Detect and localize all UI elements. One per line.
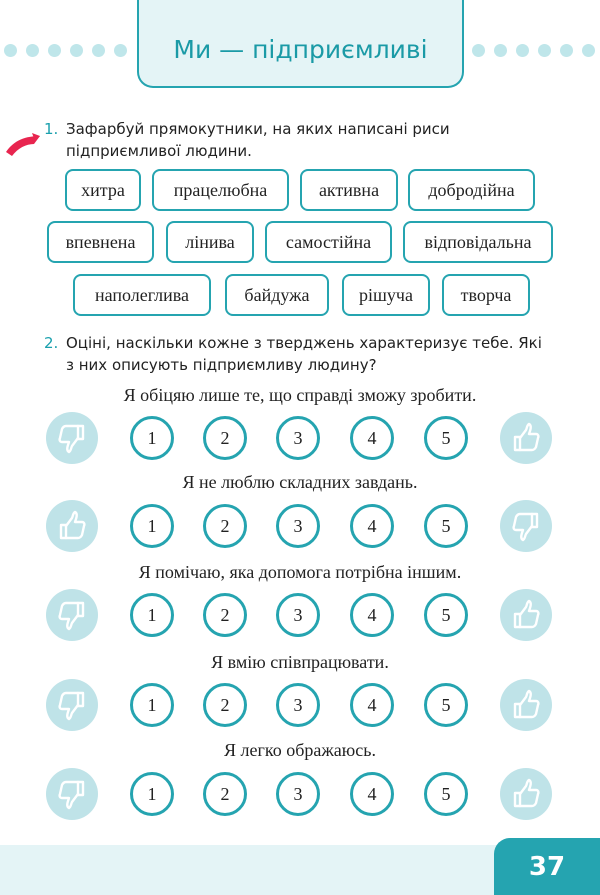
decorative-dots-left (4, 44, 127, 58)
thumbs-up-icon[interactable] (46, 500, 98, 552)
task-1 (44, 118, 450, 162)
rating-circle-2[interactable]: 2 (203, 593, 247, 637)
thumbs-down-icon[interactable] (500, 500, 552, 552)
task-2-text-line2: з них описують підприємливу людину? (66, 356, 377, 374)
trait-chip[interactable]: наполеглива (73, 274, 211, 316)
rating-circle-3[interactable]: 3 (276, 416, 320, 460)
task-1-text-line1: Зафарбуй прямокутники, на яких написані риси (66, 120, 450, 138)
trait-chip[interactable]: відповідальна (403, 221, 553, 263)
trait-chip[interactable]: рішуча (342, 274, 430, 316)
rating-circle-2[interactable]: 2 (203, 504, 247, 548)
rating-circle-3[interactable]: 3 (276, 504, 320, 548)
statement-text: Я легко ображаюсь. (224, 740, 376, 760)
rating-circle-3[interactable]: 3 (276, 683, 320, 727)
page-title-box (137, 0, 464, 88)
thumbs-down-icon[interactable] (46, 412, 98, 464)
statement-text: Я не люблю складних завдань. (182, 472, 418, 492)
thumbs-down-icon[interactable] (46, 589, 98, 641)
rating-circle-1[interactable]: 1 (130, 504, 174, 548)
statement-text: Я вмію співпрацювати. (211, 652, 389, 672)
rating-circle-4[interactable]: 4 (350, 593, 394, 637)
page-number: 37 (494, 838, 600, 895)
thumbs-up-icon[interactable] (500, 412, 552, 464)
rating-circle-2[interactable]: 2 (203, 683, 247, 727)
rating-circle-3[interactable]: 3 (276, 772, 320, 816)
arrow-pointer-icon (4, 132, 44, 158)
rating-circle-1[interactable]: 1 (130, 416, 174, 460)
rating-circle-1[interactable]: 1 (130, 593, 174, 637)
rating-circle-2[interactable]: 2 (203, 772, 247, 816)
trait-chip[interactable]: активна (300, 169, 398, 211)
rating-circle-1[interactable]: 1 (130, 683, 174, 727)
rating-circle-5[interactable]: 5 (424, 772, 468, 816)
statement-text: Я помічаю, яка допомога потрібна іншим. (138, 562, 462, 582)
thumbs-down-icon[interactable] (46, 768, 98, 820)
rating-circle-3[interactable]: 3 (276, 593, 320, 637)
thumbs-up-icon[interactable] (500, 768, 552, 820)
task-2-number: 2. (44, 334, 59, 352)
rating-circle-1[interactable]: 1 (130, 772, 174, 816)
page-title: Ми — підприємливі (173, 35, 428, 64)
trait-chip[interactable]: лінива (166, 221, 254, 263)
task-2 (44, 332, 542, 376)
decorative-dots-right (472, 44, 595, 58)
rating-circle-5[interactable]: 5 (424, 683, 468, 727)
thumbs-down-icon[interactable] (46, 679, 98, 731)
rating-circle-4[interactable]: 4 (350, 772, 394, 816)
trait-chip[interactable]: хитра (65, 169, 141, 211)
thumbs-up-icon[interactable] (500, 679, 552, 731)
rating-circle-5[interactable]: 5 (424, 593, 468, 637)
task-1-number: 1. (44, 120, 59, 138)
rating-circle-4[interactable]: 4 (350, 504, 394, 548)
trait-chip[interactable]: самостійна (265, 221, 392, 263)
thumbs-up-icon[interactable] (500, 589, 552, 641)
rating-circle-2[interactable]: 2 (203, 416, 247, 460)
task-1-text-line2: підприємливої людини. (66, 142, 252, 160)
rating-circle-4[interactable]: 4 (350, 416, 394, 460)
rating-circle-5[interactable]: 5 (424, 416, 468, 460)
trait-chip[interactable]: добродійна (408, 169, 535, 211)
rating-circle-5[interactable]: 5 (424, 504, 468, 548)
task-2-text-line1: Оціні, наскільки кожне з тверджень характеризує тебе. Які (66, 334, 542, 352)
trait-chip[interactable]: впевнена (47, 221, 154, 263)
trait-chip[interactable]: творча (442, 274, 530, 316)
rating-circle-4[interactable]: 4 (350, 683, 394, 727)
statement-text: Я обіцяю лише те, що справді зможу зробити. (123, 385, 477, 405)
trait-chip[interactable]: байдужа (225, 274, 329, 316)
trait-chip[interactable]: працелюбна (152, 169, 289, 211)
